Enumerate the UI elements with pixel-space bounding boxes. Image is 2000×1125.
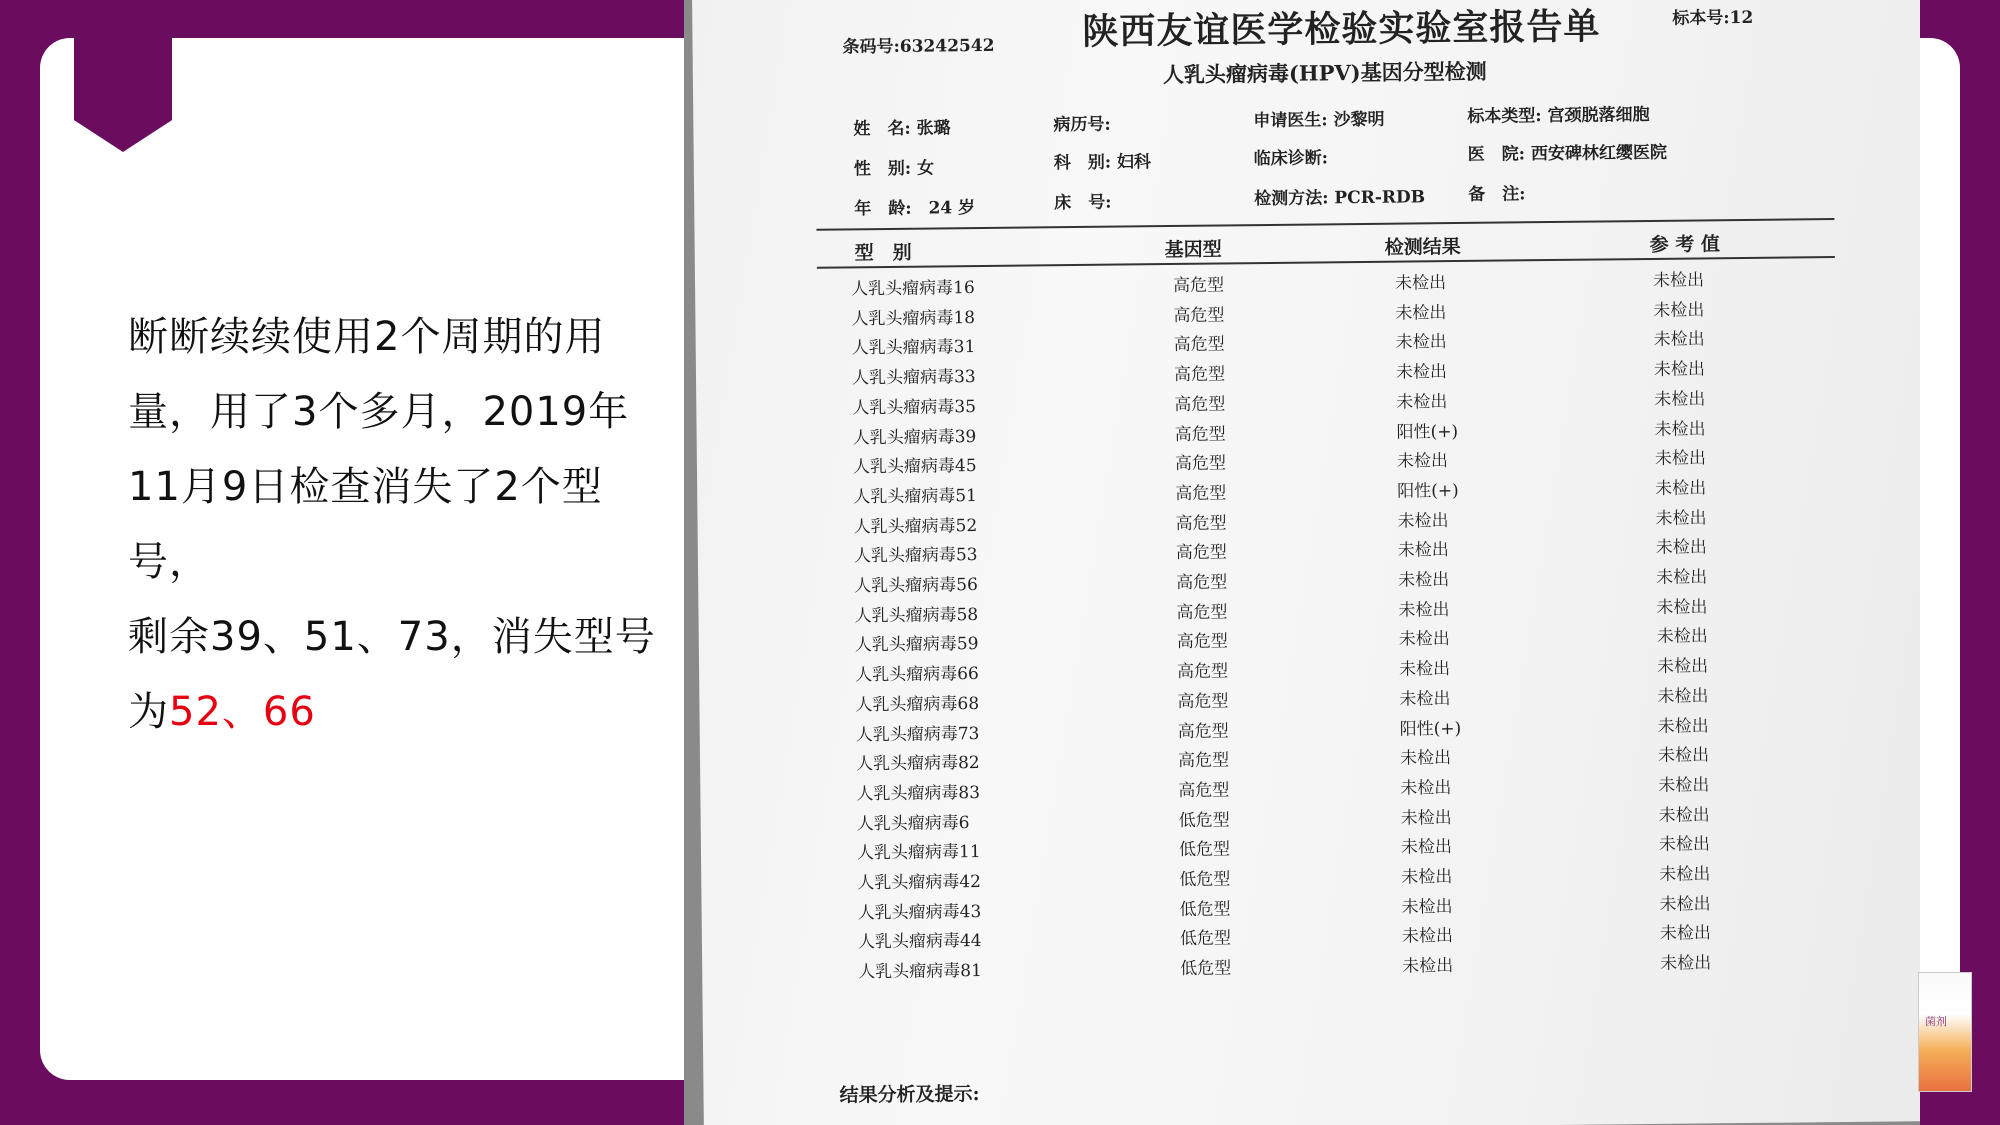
cell-gene: 高危型 bbox=[1176, 631, 1228, 653]
cell-result: 未检出 bbox=[1400, 837, 1453, 858]
cell-type: 人乳头瘤病毒66 bbox=[855, 664, 979, 686]
cell-gene: 高危型 bbox=[1174, 394, 1226, 415]
cell-gene: 高危型 bbox=[1176, 572, 1228, 593]
cell-gene: 高危型 bbox=[1177, 691, 1229, 712]
cell-result: 未检出 bbox=[1398, 629, 1450, 651]
cell-ref: 未检出 bbox=[1655, 537, 1707, 559]
cell-type: 人乳头瘤病毒52 bbox=[853, 515, 978, 537]
cell-gene: 高危型 bbox=[1173, 364, 1226, 386]
cell-ref: 未检出 bbox=[1659, 864, 1711, 885]
field-method: 检测方法: PCR-RDB bbox=[1254, 187, 1426, 210]
cell-type: 人乳头瘤病毒16 bbox=[850, 278, 975, 300]
sample-number: 标本号:12 bbox=[1672, 7, 1754, 29]
cell-ref: 未检出 bbox=[1653, 300, 1705, 321]
field-diagnosis: 临床诊断: bbox=[1253, 148, 1329, 170]
cell-ref: 未检出 bbox=[1658, 834, 1711, 856]
cell-type: 人乳头瘤病毒11 bbox=[856, 842, 981, 864]
cell-type: 人乳头瘤病毒42 bbox=[857, 872, 982, 894]
cell-gene: 低危型 bbox=[1179, 869, 1231, 890]
cell-result: 未检出 bbox=[1399, 748, 1452, 769]
cell-type: 人乳头瘤病毒33 bbox=[851, 367, 976, 389]
cell-ref: 未检出 bbox=[1654, 448, 1707, 470]
result-analysis-label: 结果分析及提示: bbox=[839, 1083, 980, 1107]
cell-gene: 低危型 bbox=[1179, 899, 1231, 920]
cell-result: 未检出 bbox=[1397, 540, 1449, 561]
cell-ref: 未检出 bbox=[1659, 923, 1712, 945]
cell-gene: 高危型 bbox=[1174, 453, 1227, 475]
cell-gene: 高危型 bbox=[1175, 513, 1227, 534]
cell-type: 人乳头瘤病毒43 bbox=[857, 901, 982, 924]
cell-result: 阳性(+) bbox=[1399, 718, 1462, 740]
cell-type: 人乳头瘤病毒18 bbox=[851, 307, 976, 330]
caption-prefix: 为 bbox=[128, 689, 169, 735]
field-hospital: 医 院: 西安碑林红缨医院 bbox=[1467, 142, 1668, 165]
cell-type: 人乳头瘤病毒56 bbox=[854, 575, 978, 597]
cell-ref: 未检出 bbox=[1654, 418, 1706, 440]
cell-result: 未检出 bbox=[1399, 688, 1451, 710]
report-subtitle: 人乳头瘤病毒(HPV)基因分型检测 bbox=[1162, 58, 1487, 88]
cell-ref: 未检出 bbox=[1655, 507, 1707, 529]
cell-gene: 低危型 bbox=[1178, 810, 1230, 831]
cell-type: 人乳头瘤病毒68 bbox=[855, 693, 980, 716]
cell-gene: 高危型 bbox=[1175, 483, 1227, 504]
field-record: 病历号: bbox=[1053, 114, 1111, 136]
cell-result: 未检出 bbox=[1395, 302, 1447, 324]
cell-gene: 低危型 bbox=[1178, 839, 1231, 861]
caption-line: 断断续续使用2个周期的用 bbox=[128, 314, 606, 360]
cell-result: 阳性(+) bbox=[1397, 480, 1459, 502]
cell-type: 人乳头瘤病毒45 bbox=[852, 456, 977, 478]
header-ref: 参 考 值 bbox=[1649, 233, 1721, 256]
caption-line bbox=[128, 675, 668, 750]
cell-type: 人乳头瘤病毒53 bbox=[853, 545, 978, 567]
cell-result: 未检出 bbox=[1400, 777, 1452, 799]
field-specimen: 标本类型: 宫颈脱落细胞 bbox=[1467, 104, 1650, 127]
cell-result: 未检出 bbox=[1401, 896, 1453, 918]
cell-gene: 高危型 bbox=[1176, 602, 1228, 623]
cell-gene: 高危型 bbox=[1175, 542, 1227, 564]
cell-result: 未检出 bbox=[1399, 659, 1451, 680]
header-gene: 基因型 bbox=[1164, 238, 1222, 262]
cell-ref: 未检出 bbox=[1656, 656, 1709, 678]
cell-type: 人乳头瘤病毒81 bbox=[858, 961, 982, 983]
field-age: 年 龄: 24 岁 bbox=[854, 198, 976, 220]
cell-type: 人乳头瘤病毒51 bbox=[853, 485, 978, 508]
caption-line: 剩余39、51、73，消失型号 bbox=[128, 614, 656, 660]
cell-type: 人乳头瘤病毒35 bbox=[852, 396, 977, 419]
barcode-number: 条码号:63242542 bbox=[842, 35, 995, 58]
cell-type: 人乳头瘤病毒39 bbox=[852, 426, 977, 448]
cell-ref: 未检出 bbox=[1652, 270, 1705, 291]
cell-ref: 未检出 bbox=[1658, 775, 1710, 796]
cell-gene: 低危型 bbox=[1180, 958, 1232, 980]
cell-result: 未检出 bbox=[1401, 926, 1454, 948]
field-doctor: 申请医生: 沙黎明 bbox=[1253, 109, 1385, 132]
header-type: 型 别 bbox=[854, 241, 912, 265]
cell-ref: 未检出 bbox=[1656, 626, 1708, 648]
cell-gene: 高危型 bbox=[1173, 305, 1225, 326]
cell-result: 未检出 bbox=[1395, 332, 1447, 354]
field-bed: 床 号: bbox=[1054, 192, 1112, 214]
cell-ref: 未检出 bbox=[1655, 478, 1707, 499]
caption-line: 11月9日检查消失了2个型号， bbox=[128, 464, 603, 585]
cell-gene: 高危型 bbox=[1177, 720, 1229, 742]
product-box-label: 菌剂 bbox=[1925, 1015, 1947, 1028]
cell-result: 阳性(+) bbox=[1396, 421, 1459, 443]
cell-result: 未检出 bbox=[1395, 362, 1448, 383]
caption-highlight: 52、66 bbox=[169, 689, 316, 735]
caption-line: 量，用了3个多月，2019年 bbox=[128, 389, 630, 435]
cell-result: 未检出 bbox=[1396, 391, 1448, 413]
cell-ref: 未检出 bbox=[1657, 686, 1709, 707]
cell-ref: 未检出 bbox=[1660, 953, 1712, 975]
cell-gene: 高危型 bbox=[1178, 780, 1230, 801]
cell-ref: 未检出 bbox=[1653, 329, 1705, 351]
cell-result: 未检出 bbox=[1396, 451, 1449, 472]
cell-result: 未检出 bbox=[1398, 599, 1450, 621]
cell-ref: 未检出 bbox=[1657, 715, 1709, 737]
cell-ref: 未检出 bbox=[1656, 567, 1708, 588]
cell-type: 人乳头瘤病毒6 bbox=[856, 812, 970, 834]
caption-text bbox=[128, 300, 668, 750]
cell-gene: 高危型 bbox=[1177, 661, 1229, 683]
product-box-image bbox=[1918, 972, 1972, 1092]
field-dept: 科 别: 妇科 bbox=[1053, 152, 1152, 174]
cell-result: 未检出 bbox=[1400, 807, 1452, 829]
cell-result: 未检出 bbox=[1398, 570, 1450, 591]
cell-type: 人乳头瘤病毒44 bbox=[857, 931, 982, 953]
cell-result: 未检出 bbox=[1401, 867, 1453, 888]
cell-gene: 低危型 bbox=[1179, 928, 1232, 950]
cell-ref: 未检出 bbox=[1657, 745, 1710, 767]
cell-gene: 高危型 bbox=[1174, 423, 1226, 445]
report-title: 陕西友谊医学检验实验室报告单 bbox=[1082, 5, 1601, 53]
cell-result: 未检出 bbox=[1402, 956, 1454, 977]
field-remark: 备 注: bbox=[1468, 184, 1526, 205]
lab-report bbox=[692, 0, 1920, 1125]
header-result: 检测结果 bbox=[1384, 235, 1461, 259]
cell-ref: 未检出 bbox=[1654, 389, 1706, 410]
cell-type: 人乳头瘤病毒31 bbox=[851, 337, 976, 359]
cell-ref: 未检出 bbox=[1653, 359, 1706, 381]
cell-type: 人乳头瘤病毒73 bbox=[855, 723, 980, 745]
cell-gene: 高危型 bbox=[1172, 275, 1225, 296]
cell-gene: 高危型 bbox=[1173, 334, 1225, 356]
field-sex: 性 别: 女 bbox=[853, 158, 935, 180]
cell-result: 未检出 bbox=[1394, 273, 1447, 294]
field-name: 姓 名: 张璐 bbox=[853, 118, 951, 140]
report-photo bbox=[684, 0, 1920, 1125]
cell-ref: 未检出 bbox=[1658, 804, 1710, 826]
cell-type: 人乳头瘤病毒58 bbox=[854, 604, 979, 627]
cell-type: 人乳头瘤病毒82 bbox=[855, 753, 980, 775]
cell-ref: 未检出 bbox=[1659, 894, 1711, 915]
cell-type: 人乳头瘤病毒83 bbox=[856, 782, 981, 805]
cell-result: 未检出 bbox=[1397, 510, 1449, 532]
cell-gene: 高危型 bbox=[1177, 750, 1230, 772]
cell-ref: 未检出 bbox=[1656, 597, 1708, 618]
cell-type: 人乳头瘤病毒59 bbox=[854, 634, 979, 656]
